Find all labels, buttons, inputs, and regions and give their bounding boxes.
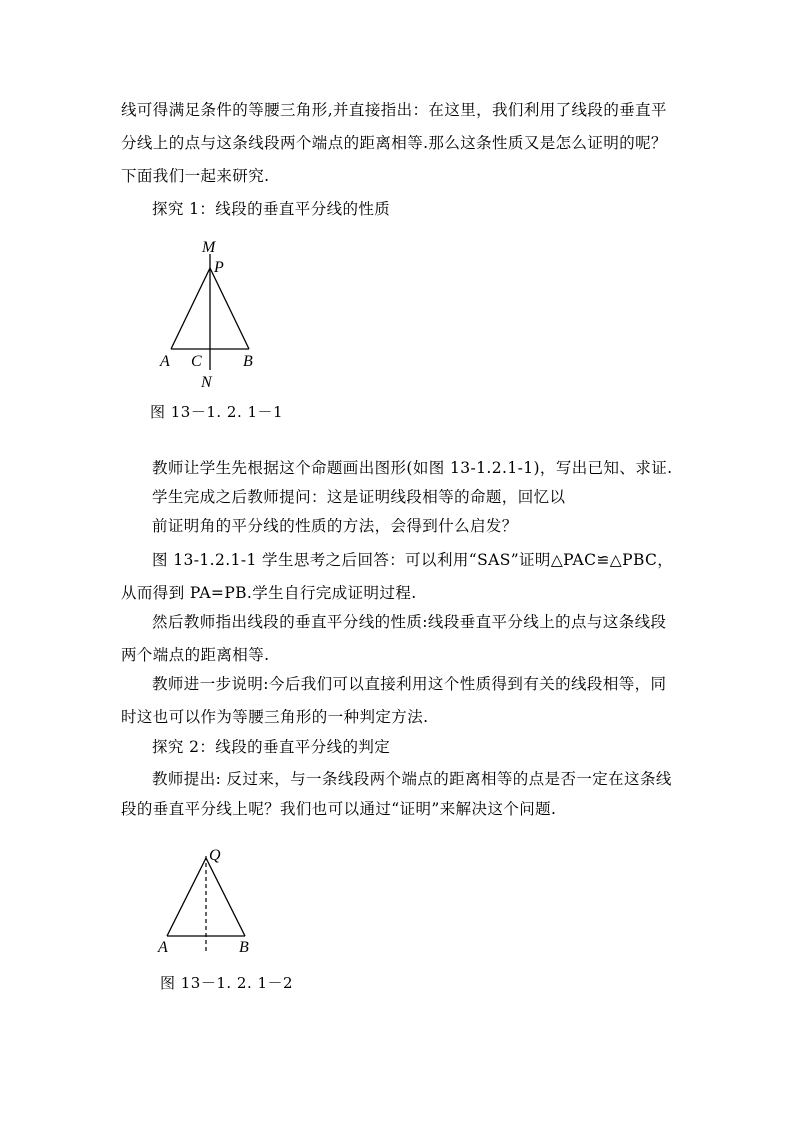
paragraph-line: 下面我们一起来研究.	[121, 167, 270, 185]
figure-2-diagram	[155, 842, 265, 962]
label-q: Q	[209, 847, 221, 864]
figure-2-caption: 图 13－1. 2. 1－2	[160, 974, 294, 992]
paragraph-line: 前证明角的平分线的性质的方法，会得到什么启发？	[152, 517, 518, 535]
paragraph-line: 图 13-1.2.1-1 学生思考之后回答：可以利用“SAS”证明△PAC≌△PBC，	[152, 551, 674, 569]
paragraph-line: 段的垂直平分线上呢？我们也可以通过“证明”来解决这个问题.	[121, 800, 557, 818]
paragraph-line: 教师进一步说明:今后我们可以直接利用这个性质得到有关的线段相等，同	[152, 675, 667, 693]
segment-qa	[167, 858, 206, 936]
figure-1-caption: 图 13－1. 2. 1－1	[150, 403, 284, 421]
label-a: A	[160, 353, 170, 370]
label-b: B	[239, 939, 249, 956]
segment-pb	[210, 268, 249, 349]
paragraph-line: 然后教师指出线段的垂直平分线的性质:线段垂直平分线上的点与这条线段	[152, 613, 667, 631]
paragraph-line: 两个端点的距离相等.	[121, 646, 270, 664]
paragraph-line: 时这也可以作为等腰三角形的一种判定方法.	[121, 708, 429, 726]
paragraph-line: 从而得到 PA=PB.学生自行完成证明过程.	[121, 584, 417, 602]
paragraph-line: 教师让学生先根据这个命题画出图形(如图 13-1.2.1-1)，写出已知、求证.	[152, 459, 673, 477]
label-a: A	[158, 939, 168, 956]
figure-1-diagram	[155, 236, 265, 396]
segment-pa	[171, 268, 210, 349]
paragraph-line: 分线上的点与这条线段两个端点的距离相等.那么这条性质又是怎么证明的呢？	[121, 134, 667, 152]
label-m: M	[202, 239, 216, 256]
explore-2-heading: 探究 2：线段的垂直平分线的判定	[152, 738, 391, 756]
label-b: B	[243, 353, 253, 370]
paragraph-line: 学生完成之后教师提问：这是证明线段相等的命题，回忆以	[152, 488, 566, 506]
paragraph-line: 教师提出: 反过来，与一条线段两个端点的距离相等的点是否一定在这条线	[152, 770, 672, 788]
segment-qb	[206, 858, 245, 936]
label-n: N	[201, 374, 212, 391]
paragraph-line: 线可得满足条件的等腰三角形,并直接指出：在这里，我们利用了线段的垂直平	[121, 101, 667, 119]
explore-1-heading: 探究 1：线段的垂直平分线的性质	[152, 200, 391, 218]
label-c: C	[191, 353, 202, 370]
label-p: P	[214, 259, 224, 276]
